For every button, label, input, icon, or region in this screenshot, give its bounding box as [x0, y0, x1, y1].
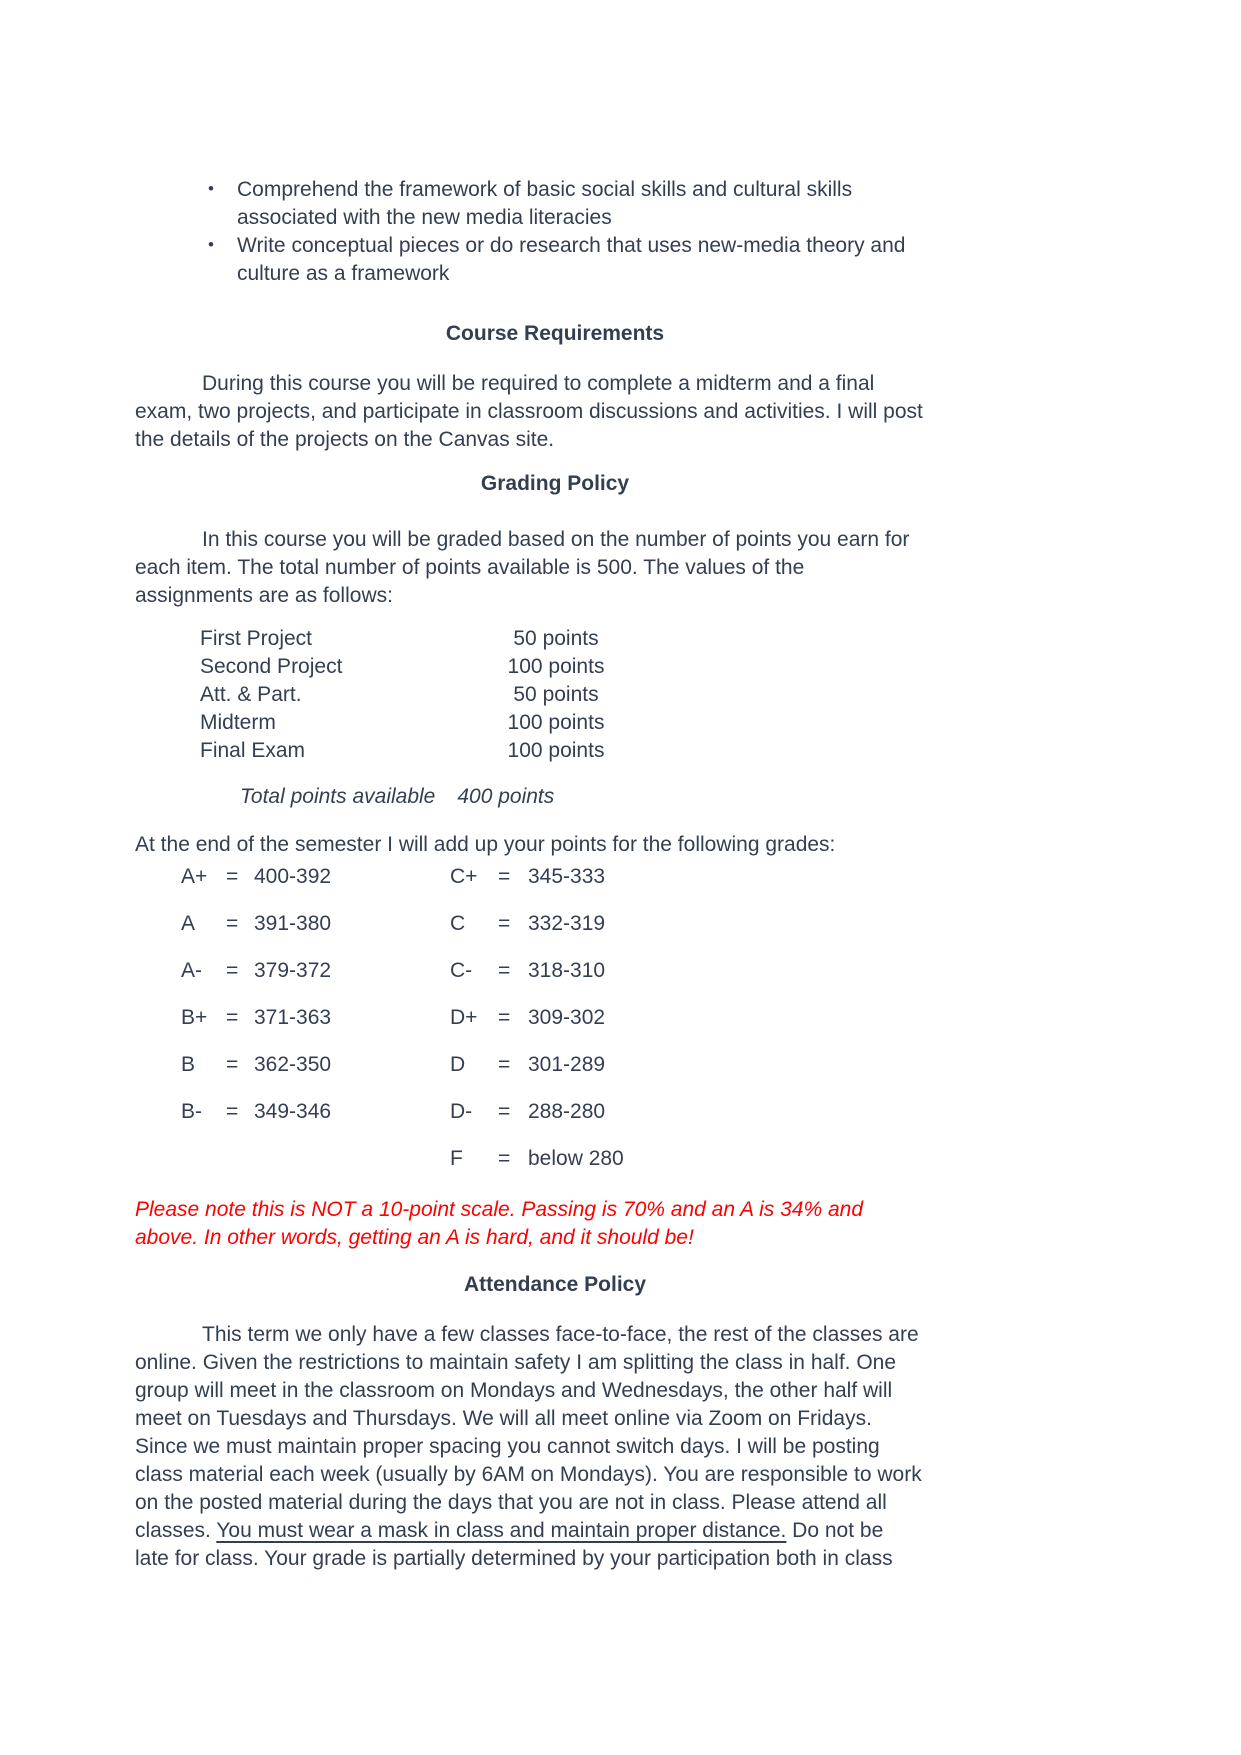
bullet-icon: •: [208, 179, 214, 198]
equals-sign: =: [226, 1053, 239, 1076]
grade-letter: B: [181, 1053, 196, 1076]
course-requirements-heading: Course Requirements: [445, 322, 665, 345]
grading-policy-heading: Grading Policy: [480, 472, 630, 495]
points-item-label: Midterm: [200, 711, 276, 734]
paragraph-line: exam, two projects, and participate in classroom discussions and activities. I will post: [135, 400, 923, 423]
grade-cell-left: [181, 957, 450, 985]
grade-letter: D: [450, 1053, 466, 1076]
points-row: [200, 625, 1106, 653]
grade-letter: C+: [450, 865, 478, 888]
grade-cell-right: [450, 1145, 624, 1173]
points-item-label: Second Project: [200, 655, 343, 678]
paragraph-line: assignments are as follows:: [135, 584, 393, 607]
attendance-policy-paragraph: [135, 1321, 1106, 1573]
grade-range: 400-392: [254, 865, 332, 888]
grade-row: [181, 863, 1106, 891]
grade-letter: B-: [181, 1100, 202, 1123]
grade-range: 349-346: [254, 1100, 332, 1123]
equals-sign: =: [226, 865, 239, 888]
paragraph-line: Comprehend the framework of basic social skills and cultural skills: [237, 178, 853, 201]
points-table: [135, 625, 1106, 765]
points-item-label: Att. & Part.: [200, 683, 302, 706]
grade-cell-left: [181, 1098, 450, 1126]
paragraph-line: In this course you will be graded based on the number of points you earn for: [202, 528, 910, 551]
paragraph-line: During this course you will be required to complete a midterm and a final: [202, 372, 875, 395]
equals-sign: =: [226, 1100, 239, 1123]
points-row: [200, 737, 1106, 765]
points-row: [200, 653, 1106, 681]
grade-range: 371-363: [254, 1006, 332, 1029]
points-value: 100 points: [507, 739, 605, 762]
grades-intro-line: At the end of the semester I will add up your points for the following grades:: [135, 833, 836, 856]
text-segment: classes.: [135, 1519, 217, 1542]
grade-letter: B+: [181, 1006, 208, 1029]
grade-cell-left: [181, 1145, 450, 1173]
grade-letter: A+: [181, 865, 208, 888]
paragraph-line: class material each week (usually by 6AM on Mondays). You are responsible to work: [135, 1463, 922, 1486]
grade-range: 345-333: [528, 865, 606, 888]
grade-cell-right: [450, 1051, 605, 1079]
grade-letter: C: [450, 912, 466, 935]
grade-cell-left: [181, 910, 450, 938]
points-value: 50 points: [513, 683, 599, 706]
equals-sign: =: [498, 1053, 511, 1076]
grade-cell-right: [450, 910, 605, 938]
paragraph-line: associated with the new media literacies: [237, 206, 612, 229]
paragraph-line: Write conceptual pieces or do research that uses new-media theory and: [237, 234, 906, 257]
grade-range: 301-289: [528, 1053, 606, 1076]
points-row: [200, 709, 1106, 737]
grade-cell-right: [450, 863, 605, 891]
grade-letter: D+: [450, 1006, 478, 1029]
paragraph-line: Please note this is NOT a 10-point scale. Passing is 70% and an A is 34% and: [135, 1198, 864, 1221]
grade-row: [181, 910, 1106, 938]
underlined-text: You must wear a mask in class and maintain proper distance.: [216, 1519, 787, 1542]
paragraph-line: group will meet in the classroom on Mondays and Wednesdays, the other half will: [135, 1379, 893, 1402]
grade-letter: A: [181, 912, 196, 935]
paragraph-line: the details of the projects on the Canvas site.: [135, 428, 555, 451]
grade-range: 309-302: [528, 1006, 606, 1029]
grade-cell-left: [181, 1004, 450, 1032]
grade-row: [181, 957, 1106, 985]
total-points-value: 400 points: [457, 785, 555, 808]
grade-cell-right: [450, 957, 605, 985]
points-item-label: First Project: [200, 627, 313, 650]
points-row: [200, 681, 1106, 709]
grade-range: 362-350: [254, 1053, 332, 1076]
equals-sign: =: [226, 1006, 239, 1029]
grade-row: [181, 1145, 1106, 1173]
points-value: 50 points: [513, 627, 599, 650]
grade-letter: C-: [450, 959, 473, 982]
paragraph-line: late for class. Your grade is partially determined by your participation both in class: [135, 1547, 893, 1570]
grade-range: 288-280: [528, 1100, 606, 1123]
equals-sign: =: [498, 1147, 511, 1170]
attendance-policy-heading: Attendance Policy: [463, 1273, 647, 1296]
course-requirements-paragraph: [135, 370, 1106, 454]
list-item: [135, 176, 1106, 232]
grade-cell-right: [450, 1004, 605, 1032]
grade-row: [181, 1051, 1106, 1079]
paragraph-line: [135, 1517, 1106, 1545]
paragraph-line: Since we must maintain proper spacing you cannot switch days. I will be posting: [135, 1435, 880, 1458]
grade-row: [181, 1004, 1106, 1032]
equals-sign: =: [226, 959, 239, 982]
equals-sign: =: [498, 865, 511, 888]
grade-range: 318-310: [528, 959, 606, 982]
grade-cell-right: [450, 1098, 605, 1126]
grade-letter: F: [450, 1147, 463, 1170]
paragraph-line: each item. The total number of points available is 500. The values of the: [135, 556, 805, 579]
list-item: [135, 232, 1106, 288]
paragraph-line: above. In other words, getting an A is hard, and it should be!: [135, 1226, 694, 1249]
objectives-list: [135, 176, 1106, 288]
equals-sign: =: [226, 912, 239, 935]
points-value: 100 points: [507, 711, 605, 734]
grade-range: below 280: [528, 1147, 624, 1170]
grade-scale-table: [135, 863, 1106, 1173]
grading-note: [135, 1196, 1106, 1252]
total-points-row: [240, 783, 1106, 811]
text-segment: Do not be: [786, 1519, 884, 1542]
bullet-icon: •: [208, 235, 214, 254]
equals-sign: =: [498, 1006, 511, 1029]
grade-row: [181, 1098, 1106, 1126]
equals-sign: =: [498, 959, 511, 982]
grade-letter: A-: [181, 959, 202, 982]
paragraph-line: meet on Tuesdays and Thursdays. We will all meet online via Zoom on Fridays.: [135, 1407, 872, 1430]
grade-cell-left: [181, 1051, 450, 1079]
grade-letter: D-: [450, 1100, 473, 1123]
grade-cell-left: [181, 863, 450, 891]
grade-range: 391-380: [254, 912, 332, 935]
points-value: 100 points: [507, 655, 605, 678]
grade-range: 379-372: [254, 959, 332, 982]
paragraph-line: This term we only have a few classes face-to-face, the rest of the classes are: [202, 1323, 919, 1346]
grading-policy-intro: [135, 526, 1106, 610]
paragraph-line: culture as a framework: [237, 262, 450, 285]
paragraph-line: online. Given the restrictions to maintain safety I am splitting the class in half. One: [135, 1351, 897, 1374]
paragraph-line: on the posted material during the days that you are not in class. Please attend all: [135, 1491, 887, 1514]
equals-sign: =: [498, 912, 511, 935]
total-points-label: Total points available: [240, 785, 436, 808]
grade-range: 332-319: [528, 912, 606, 935]
equals-sign: =: [498, 1100, 511, 1123]
points-item-label: Final Exam: [200, 739, 306, 762]
